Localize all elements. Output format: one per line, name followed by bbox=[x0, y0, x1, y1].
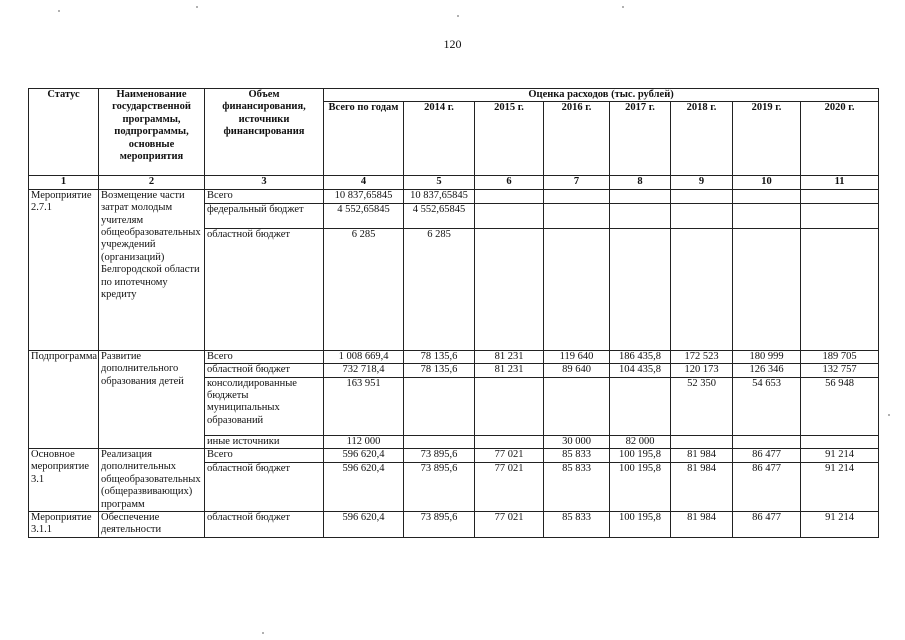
scan-speck bbox=[262, 632, 264, 634]
scan-speck bbox=[58, 10, 60, 12]
cell-2015: 77 021 bbox=[475, 462, 544, 512]
cell-2014: 73 895,6 bbox=[404, 512, 475, 538]
cell-2014: 4 552,65845 bbox=[404, 203, 475, 228]
cell-2016 bbox=[544, 228, 610, 350]
row-source: федеральный бюджет bbox=[205, 203, 324, 228]
row-source: консолидированные бюджеты муниципальных образований bbox=[205, 377, 324, 435]
cell-2015 bbox=[475, 377, 544, 435]
cell-2018: 81 984 bbox=[671, 449, 733, 463]
cell-2014: 73 895,6 bbox=[404, 462, 475, 512]
cell-2015 bbox=[475, 435, 544, 448]
cell-2018 bbox=[671, 435, 733, 448]
cell-total: 1 008 669,4 bbox=[324, 350, 404, 363]
cell-2018: 52 350 bbox=[671, 377, 733, 435]
cell-2016 bbox=[544, 189, 610, 203]
cell-2017 bbox=[610, 189, 671, 203]
cell-2020 bbox=[801, 189, 879, 203]
cell-2015: 77 021 bbox=[475, 449, 544, 463]
cell-2020: 91 214 bbox=[801, 462, 879, 512]
cell-2019: 180 999 bbox=[733, 350, 801, 363]
cell-2017: 100 195,8 bbox=[610, 512, 671, 538]
column-number: 1 bbox=[29, 176, 99, 189]
cell-2014: 73 895,6 bbox=[404, 449, 475, 463]
cell-2016 bbox=[544, 203, 610, 228]
header-row bbox=[29, 89, 879, 102]
table-row bbox=[29, 189, 879, 203]
cell-2014: 78 135,6 bbox=[404, 350, 475, 363]
cell-2017 bbox=[610, 377, 671, 435]
header-total: Всего по годам bbox=[324, 102, 404, 176]
cell-2018 bbox=[671, 189, 733, 203]
row-name: Реализация дополнительных общеобразовательных (общеразвивающих) программ bbox=[99, 449, 205, 512]
column-number-row bbox=[29, 176, 879, 189]
column-number: 11 bbox=[801, 176, 879, 189]
header-year: 2016 г. bbox=[544, 102, 610, 176]
cell-2016: 30 000 bbox=[544, 435, 610, 448]
table-header bbox=[29, 89, 879, 190]
cell-2015: 81 231 bbox=[475, 364, 544, 377]
column-number: 6 bbox=[475, 176, 544, 189]
cell-2019 bbox=[733, 203, 801, 228]
column-number: 9 bbox=[671, 176, 733, 189]
cell-total: 4 552,65845 bbox=[324, 203, 404, 228]
cell-2016: 85 833 bbox=[544, 462, 610, 512]
header-status: Статус bbox=[29, 89, 99, 176]
header-estimate: Оценка расходов (тыс. рублей) bbox=[324, 89, 879, 102]
cell-total: 6 285 bbox=[324, 228, 404, 350]
cell-2018: 81 984 bbox=[671, 462, 733, 512]
column-number: 10 bbox=[733, 176, 801, 189]
cell-total: 732 718,4 bbox=[324, 364, 404, 377]
header-year: 2020 г. bbox=[801, 102, 879, 176]
cell-2019: 86 477 bbox=[733, 449, 801, 463]
cell-2019 bbox=[733, 435, 801, 448]
cell-total: 596 620,4 bbox=[324, 512, 404, 538]
column-number: 5 bbox=[404, 176, 475, 189]
column-number: 4 bbox=[324, 176, 404, 189]
column-number: 7 bbox=[544, 176, 610, 189]
cell-2019: 126 346 bbox=[733, 364, 801, 377]
header-year: 2017 г. bbox=[610, 102, 671, 176]
cell-2014: 6 285 bbox=[404, 228, 475, 350]
table-row bbox=[29, 512, 879, 538]
row-source: иные источники bbox=[205, 435, 324, 448]
row-source: Всего bbox=[205, 449, 324, 463]
header-year: 2014 г. bbox=[404, 102, 475, 176]
cell-total: 112 000 bbox=[324, 435, 404, 448]
row-status: Мероприятие 2.7.1 bbox=[29, 189, 99, 350]
cell-2016: 85 833 bbox=[544, 512, 610, 538]
row-source: областной бюджет bbox=[205, 512, 324, 538]
row-source: областной бюджет bbox=[205, 462, 324, 512]
cell-2014 bbox=[404, 435, 475, 448]
cell-2019 bbox=[733, 189, 801, 203]
cell-2020: 189 705 bbox=[801, 350, 879, 363]
cell-2015 bbox=[475, 203, 544, 228]
header-name: Наименование государственной программы, подпрограммы, основные мероприятия bbox=[99, 89, 205, 176]
table-row bbox=[29, 449, 879, 463]
cell-2018 bbox=[671, 203, 733, 228]
cell-2018: 172 523 bbox=[671, 350, 733, 363]
header-year: 2018 г. bbox=[671, 102, 733, 176]
row-name: Развитие дополнительного образования детей bbox=[99, 350, 205, 448]
cell-2017: 100 195,8 bbox=[610, 462, 671, 512]
cell-total: 596 620,4 bbox=[324, 449, 404, 463]
row-status: Основное мероприятие 3.1 bbox=[29, 449, 99, 512]
cell-2016: 85 833 bbox=[544, 449, 610, 463]
cell-2019: 54 653 bbox=[733, 377, 801, 435]
cell-2019 bbox=[733, 228, 801, 350]
cell-2019: 86 477 bbox=[733, 462, 801, 512]
row-source: областной бюджет bbox=[205, 228, 324, 350]
cell-2015 bbox=[475, 228, 544, 350]
cell-2015 bbox=[475, 189, 544, 203]
page-number: 120 bbox=[443, 37, 462, 51]
cell-2019: 86 477 bbox=[733, 512, 801, 538]
cell-2020: 132 757 bbox=[801, 364, 879, 377]
cell-2020: 56 948 bbox=[801, 377, 879, 435]
cell-2018: 120 173 bbox=[671, 364, 733, 377]
row-status: Мероприятие 3.1.1 bbox=[29, 512, 99, 538]
cell-2015: 81 231 bbox=[475, 350, 544, 363]
cell-2017: 100 195,8 bbox=[610, 449, 671, 463]
row-source: Всего bbox=[205, 189, 324, 203]
cell-2020 bbox=[801, 203, 879, 228]
cell-total: 163 951 bbox=[324, 377, 404, 435]
table-body bbox=[29, 189, 879, 537]
cell-2020 bbox=[801, 228, 879, 350]
row-status: Подпрограмма bbox=[29, 350, 99, 448]
cell-2014: 10 837,65845 bbox=[404, 189, 475, 203]
column-number: 2 bbox=[99, 176, 205, 189]
scan-speck bbox=[196, 6, 198, 8]
row-name: Возмещение части затрат молодым учителям общеобразовательных учреждений (организаций) Белгородской области по ипотечному кредиту bbox=[99, 189, 205, 350]
cell-2014 bbox=[404, 377, 475, 435]
cell-2017 bbox=[610, 228, 671, 350]
row-source: областной бюджет bbox=[205, 364, 324, 377]
column-number: 3 bbox=[205, 176, 324, 189]
cell-2016 bbox=[544, 377, 610, 435]
cell-2018 bbox=[671, 228, 733, 350]
header-volume: Объем финансирования, источники финансирования bbox=[205, 89, 324, 176]
cell-2020 bbox=[801, 435, 879, 448]
scan-speck bbox=[888, 414, 890, 416]
scan-speck bbox=[622, 6, 624, 8]
cell-2017: 186 435,8 bbox=[610, 350, 671, 363]
cell-2016: 89 640 bbox=[544, 364, 610, 377]
cell-total: 10 837,65845 bbox=[324, 189, 404, 203]
cell-2017: 82 000 bbox=[610, 435, 671, 448]
row-name: Обеспечение деятельности bbox=[99, 512, 205, 538]
table-row bbox=[29, 350, 879, 363]
cell-2020: 91 214 bbox=[801, 449, 879, 463]
scan-speck bbox=[457, 15, 459, 17]
header-year: 2019 г. bbox=[733, 102, 801, 176]
row-source: Всего bbox=[205, 350, 324, 363]
cell-2014: 78 135,6 bbox=[404, 364, 475, 377]
cell-2020: 91 214 bbox=[801, 512, 879, 538]
budget-table bbox=[28, 88, 879, 538]
cell-2015: 77 021 bbox=[475, 512, 544, 538]
column-number: 8 bbox=[610, 176, 671, 189]
cell-2017 bbox=[610, 203, 671, 228]
header-year: 2015 г. bbox=[475, 102, 544, 176]
cell-2016: 119 640 bbox=[544, 350, 610, 363]
cell-total: 596 620,4 bbox=[324, 462, 404, 512]
cell-2017: 104 435,8 bbox=[610, 364, 671, 377]
cell-2018: 81 984 bbox=[671, 512, 733, 538]
